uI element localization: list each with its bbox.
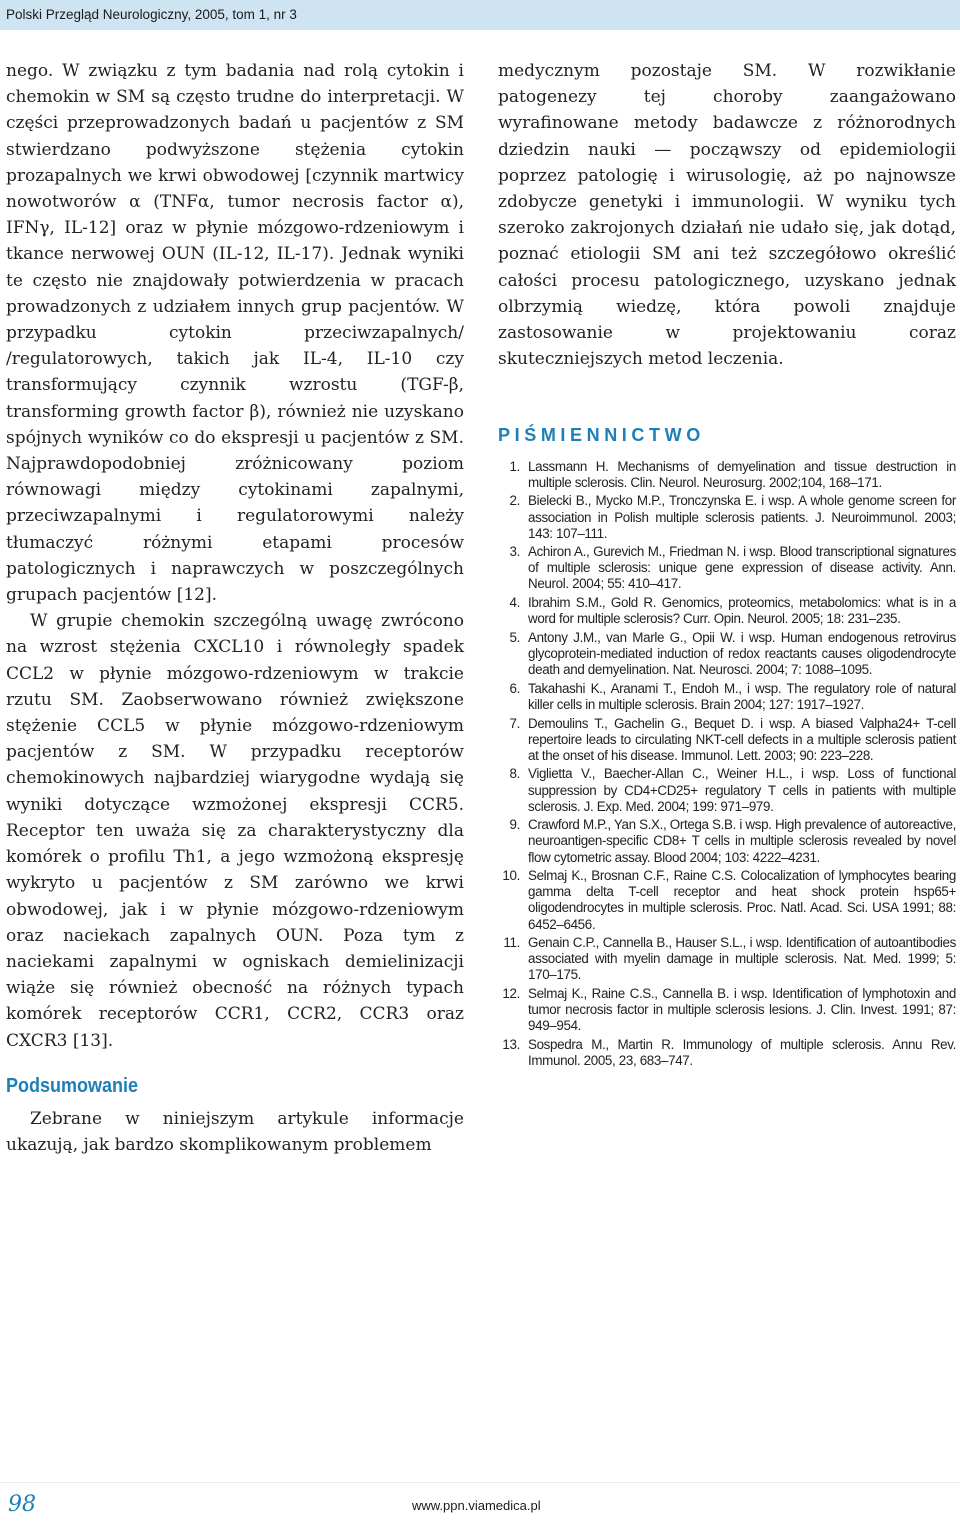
reference-number: 3. [509, 544, 520, 560]
reference-text: Demoulins T., Gachelin G., Bequet D. i wsp. A biased Valpha24+ T-cell repertoire leads to circulating NKT-cell defects in a multiple sclerosis patient at the onset of his disease. Immunol. Lett. 2003; 90: 223–228. [528, 715, 956, 763]
reference-number: 6. [509, 680, 520, 696]
footer-divider [0, 1482, 960, 1483]
reference-text: Antony J.M., van Marle G., Opii W. i wsp. Human endogenous retrovirus glycoprotein-mediated induction of redox reactants causes oligodendrocyte death and demyelination. Nat. Neurosci. 2004; 7: 1088–1095. [528, 629, 956, 678]
reference-number: 4. [509, 595, 520, 611]
reference-item [498, 681, 956, 713]
reference-number: 11. [503, 935, 520, 951]
reference-number: 10. [502, 868, 520, 884]
left-column [6, 58, 464, 1158]
reference-number: 8. [509, 766, 520, 782]
reference-item [498, 716, 956, 764]
section-heading: Podsumowanie [6, 1074, 139, 1097]
reference-item [498, 459, 956, 491]
reference-item [498, 595, 956, 627]
reference-text: Selmaj K., Brosnan C.F., Raine C.S. Colocalization of lymphocytes bearing gamma delta T-cell receptor and heat shock protein hsp65+ oligodendrocytes in multiple sclerosis. Proc. Natl. Acad. Sci. USA 1991; 88: 6452–6456. [528, 868, 956, 932]
references-list [498, 459, 956, 1070]
reference-text: Viglietta V., Baecher-Allan C., Weiner H.L., i wsp. Loss of functional suppression by CD4+CD25+ regulatory T cells in patients with multiple sclerosis. J. Exp. Med. 2004; 199: 971–979. [528, 766, 956, 814]
running-head: Polski Przegląd Neurologiczny, 2005, tom 1, nr 3 [6, 7, 297, 22]
reference-number: 2. [509, 493, 520, 509]
reference-number: 1. [509, 458, 520, 474]
body-paragraph: W grupie chemokin szczególną uwagę zwrócono na wzrost stężenia CXCL10 i równoległy spadek CCL2 w płynie mózgowo-rdzeniowym w trakcie rzutu SM. Zaobserwowano również zwiększone stężenie CCL5 w płynie mózgowo-rdzeniowym pacjentów z SM. W przypadku receptorów chemokinowych najbardziej wiarygodne wydają się wyniki dotyczące wzmożonej ekspresji CCR5. Receptor ten uważa się za charakterystyczny dla komórek o profilu Th1, a jego wzmożoną ekspresję wykryto u pacjentów z SM zarówno we krwi obwodowej, jak i w płynie mózgowo-rdzeniowym oraz naciekach zapalnych OUN. Poza tym z naciekami zapalnymi w ogniskach demielinizacji wiąże się również obecność na różnych typach komórek receptorów CCR1, CCR2, CCR3 oraz CXCR3 [13]. [6, 611, 464, 1051]
reference-text: Achiron A., Gurevich M., Friedman N. i wsp. Blood transcriptional signatures of multiple sclerosis: unique gene expression of disease activity. Ann. Neurol. 2004; 55: 410–417. [528, 544, 956, 592]
reference-number: 9. [509, 817, 520, 833]
reference-text: Ibrahim S.M., Gold R. Genomics, proteomics, metabolomics: what is in a word for multiple sclerosis? Curr. Opin. Neurol. 2005; 18: 231–235. [528, 595, 956, 627]
reference-text: Bielecki B., Mycko M.P., Tronczynska E. i wsp. A whole genome screen for association in Polish multiple sclerosis patients. J. Neuroimmunol. 2003; 143: 107–111. [528, 493, 956, 541]
reference-item [498, 817, 956, 865]
page-number: 98 [8, 1492, 36, 1517]
reference-text: Crawford M.P., Yan S.X., Ortega S.B. i wsp. High prevalence of autoreactive, neuroantigen-specific CD8+ T cells in multiple sclerosis revealed by novel flow cytometric assay. Blood 2004; 103: 4222–4231. [528, 817, 956, 865]
footer-url: www.ppn.viamedica.pl [412, 1498, 541, 1513]
reference-item [498, 1037, 956, 1069]
reference-item [498, 493, 956, 541]
right-column [498, 58, 956, 1072]
reference-item [498, 630, 956, 678]
reference-text: Lassmann H. Mechanisms of demyelination and tissue destruction in multiple sclerosis. Clin. Neurol. Neurosurg. 2002;104, 168–171. [528, 458, 956, 490]
references-heading: PIŚMIENNICTWO [498, 425, 705, 446]
body-paragraph: Zebrane w niniejszym artykule informacje ukazują, jak bardzo skomplikowanym problemem [6, 1108, 464, 1155]
reference-item [498, 868, 956, 932]
reference-number: 7. [509, 715, 520, 731]
reference-item [498, 766, 956, 814]
reference-text: Genain C.P., Cannella B., Hauser S.L., i wsp. Identification of autoantibodies associated with myelin damage in multiple sclerosis. Nat. Med. 1999; 5: 170–175. [528, 935, 956, 983]
reference-item [498, 986, 956, 1034]
reference-number: 12. [502, 986, 520, 1002]
body-paragraph: medycznym pozostaje SM. W rozwikłanie patogenezy tej choroby zaangażowano wyrafinowane metody badawcze z różnorodnych dziedzin nauki — począwszy od epidemiologii poprzez patologię i wirusologię, aż po najnowsze zdobycze genetyki i immunologii. W wyniku tych szeroko zakrojonych działań nie udało się, jak dotąd, poznać etiologii SM ani też szczegółowo określić całości procesu patologicznego, uzyskano jednak olbrzymią wiedzę, która powoli znajduje zastosowanie w projektowaniu coraz skuteczniejszych metod leczenia. [498, 61, 956, 370]
body-paragraph: nego. W związku z tym badania nad rolą cytokin i chemokin w SM są często trudne do interpretacji. W części przeprowadzonych badań u pacjentów z SM stwierdzano podwyższone stężenia cytokin prozapalnych we krwi obwodowej [czynnik martwicy nowotworów α (TNFα, tumor necrosis factor α), IFNγ, IL-12] oraz w płynie mózgowo-rdzeniowym i tkance nerwowej OUN (IL-12, IL-17). Jednak wyniki te często nie znajdowały potwierdzenia w pracach prowadzonych z udziałem innych grup pacjentów. W przypadku cytokin przeciwzapalnych/ /regulatorowych, takich jak IL-4, IL-10 czy transformujący czynnik wzrostu (TGF-β, transforming growth factor β), również nie uzyskano spójnych wyników co do ekspresji u pacjentów z SM. Najprawdopodobniej zróżnicowany poziom równowagi między cytokinami zapalnymi, przeciwzapalnymi i regulatorowymi należy tłumaczyć różnymi etapami procesów patologicznych i naprawczych w poszczególnych grupach pacjentów [12]. [6, 61, 464, 606]
reference-number: 13. [502, 1036, 520, 1052]
reference-text: Takahashi K., Aranami T., Endoh M., i wsp. The regulatory role of natural killer cells in multiple sclerosis. Brain 2004; 127: 1917–1927. [528, 680, 956, 712]
reference-text: Selmaj K., Raine C.S., Cannella B. i wsp. Identification of lymphotoxin and tumor necrosis factor in multiple sclerosis lesions. J. Clin. Invest. 1991; 87: 949–954. [528, 986, 956, 1034]
reference-item [498, 544, 956, 592]
reference-number: 5. [509, 629, 520, 645]
reference-text: Sospedra M., Martin R. Immunology of multiple sclerosis. Annu Rev. Immunol. 2005, 23, 683–747. [528, 1036, 956, 1069]
reference-item [498, 935, 956, 983]
